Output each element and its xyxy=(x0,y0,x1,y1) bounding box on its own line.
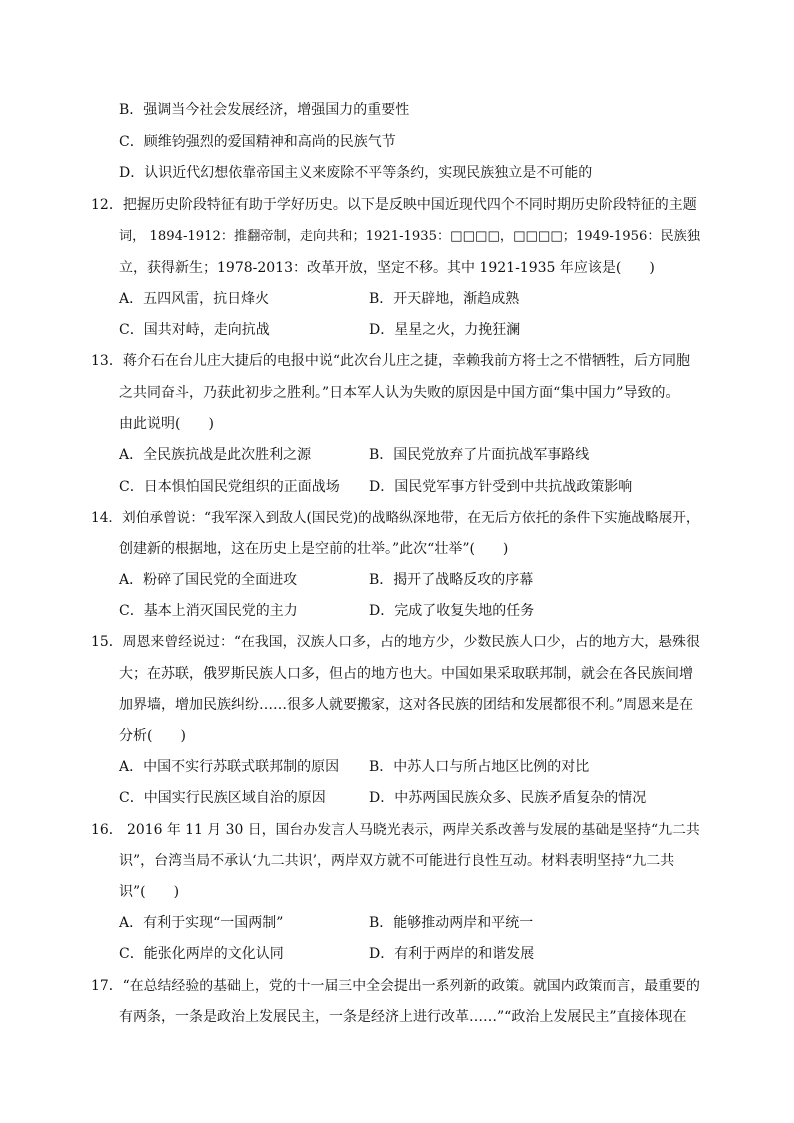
q13-option-d: D．国民党军事方针受到中共抗战政策影响 xyxy=(369,479,633,495)
q15-stem-line-1: 15．周恩来曾经说过：“在我国，汉族人口多，占的地方少，少数民族人口少，占的地方大，悬殊很 xyxy=(91,634,700,650)
q11-option-d: D．认识近代幻想依靠帝国主义来废除不平等条约，实现民族独立是不可能的 xyxy=(119,165,593,181)
q12-option-b: B．开天辟地，渐趋成熟 xyxy=(369,291,520,307)
q17-stem-line-1: 17．“在总结经验的基础上，党的十一届三中全会提出一系列新的政策。就国内政策而言，最重要的 xyxy=(91,978,700,994)
q15-stem-line-4: 分析( ) xyxy=(119,728,186,744)
q11-option-b: B．强调当今社会发展经济，增强国力的重要性 xyxy=(119,102,410,118)
q16-option-d: D．有利于两岸的和谐发展 xyxy=(369,946,535,962)
q16-option-b: B．能够推动两岸和平统一 xyxy=(369,915,534,931)
q12-option-d: D．星星之火，力挽狂澜 xyxy=(369,322,521,338)
q14-option-b: B．揭开了战略反攻的序幕 xyxy=(369,572,534,588)
q16-option-a: A．有利于实现“一国两制” xyxy=(119,915,284,931)
q13-option-b: B．国民党放弃了片面抗战军事路线 xyxy=(369,447,590,463)
q14-option-c: C．基本上消灭国民党的主力 xyxy=(119,603,298,619)
q14-option-d: D．完成了收复失地的任务 xyxy=(369,603,535,619)
q13-stem-line-1: 13．蒋介石在台儿庄大捷后的电报中说“此次台儿庄之捷，幸赖我前方将士之不惜牺牲，后方同胞 xyxy=(91,353,690,369)
q15-option-d: D．中苏两国民族众多、民族矛盾复杂的情况 xyxy=(369,790,647,806)
q14-option-a: A．粉碎了国民党的全面进攻 xyxy=(119,572,298,588)
q15-option-c: C．中国实行民族区域自治的原因 xyxy=(119,790,326,806)
q16-stem-line-1: 16． 2016 年 11 月 30 日，国台办发言人马晓光表示，两岸关系改善与发展的基础是坚持“九二共 xyxy=(91,822,700,838)
q12-stem-line-3: 立，获得新生；1978-2013：改革开放，坚定不移。其中 1921-1935 年应该是( ) xyxy=(119,260,655,276)
q11-option-c: C．顾维钧强烈的爱国精神和高尚的民族气节 xyxy=(119,134,396,150)
q16-option-c: C．能张化两岸的文化认同 xyxy=(119,946,284,962)
q14-stem-line-1: 14．刘伯承曾说：“我军深入到敌人(国民党)的战略纵深地带，在无后方依托的条件下实施战略展开， xyxy=(91,510,700,526)
q14-stem-line-2: 创建新的根据地，这在历史上是空前的壮举。”此次“壮举”( ) xyxy=(119,541,509,557)
q13-option-a: A．全民族抗战是此次胜利之源 xyxy=(119,447,312,463)
q13-stem-line-3: 由此说明( ) xyxy=(119,416,214,432)
q12-option-c: C．国共对峙，走向抗战 xyxy=(119,322,270,338)
q16-stem-line-3: 识”( ) xyxy=(119,884,180,900)
q16-stem-line-2: 识”，台湾当局不承认‘九二共识’，两岸双方就不可能进行良性互动。材料表明坚持“九二共 xyxy=(119,853,675,869)
q15-stem-line-2: 大；在苏联，俄罗斯民族人口多，但占的地方也大。中国如果采取联邦制，就会在各民族间增 xyxy=(119,666,693,682)
q12-stem-line-2: 词， 1894-1912：推翻帝制，走向共和；1921-1935：□□□□，□□□□；1949-1956：民族独 xyxy=(119,229,700,244)
q12-option-a: A．五四风雷，抗日烽火 xyxy=(119,291,270,307)
q15-option-b: B．中苏人口与所占地区比例的对比 xyxy=(369,759,590,775)
q13-option-c: C．日本惧怕国民党组织的正面战场 xyxy=(119,479,340,495)
q13-stem-line-2: 之共同奋斗，乃获此初步之胜利。”日本军人认为失败的原因是中国方面“集中国力”导致的。 xyxy=(119,385,680,401)
q17-stem-line-2: 有两条，一条是政治上发展民主，一条是经济上进行改革……”“政治上发展民主”直接体现在 xyxy=(119,1009,687,1025)
q15-option-a: A．中国不实行苏联式联邦制的原因 xyxy=(119,759,340,775)
q15-stem-line-3: 加界墙，增加民族纠纷……很多人就要搬家，这对各民族的团结和发展都很不利。”周恩来是在 xyxy=(119,697,694,713)
q12-stem-line-1: 12．把握历史阶段特征有助于学好历史。以下是反映中国近现代四个不同时期历史阶段特征的主题 xyxy=(91,197,697,213)
